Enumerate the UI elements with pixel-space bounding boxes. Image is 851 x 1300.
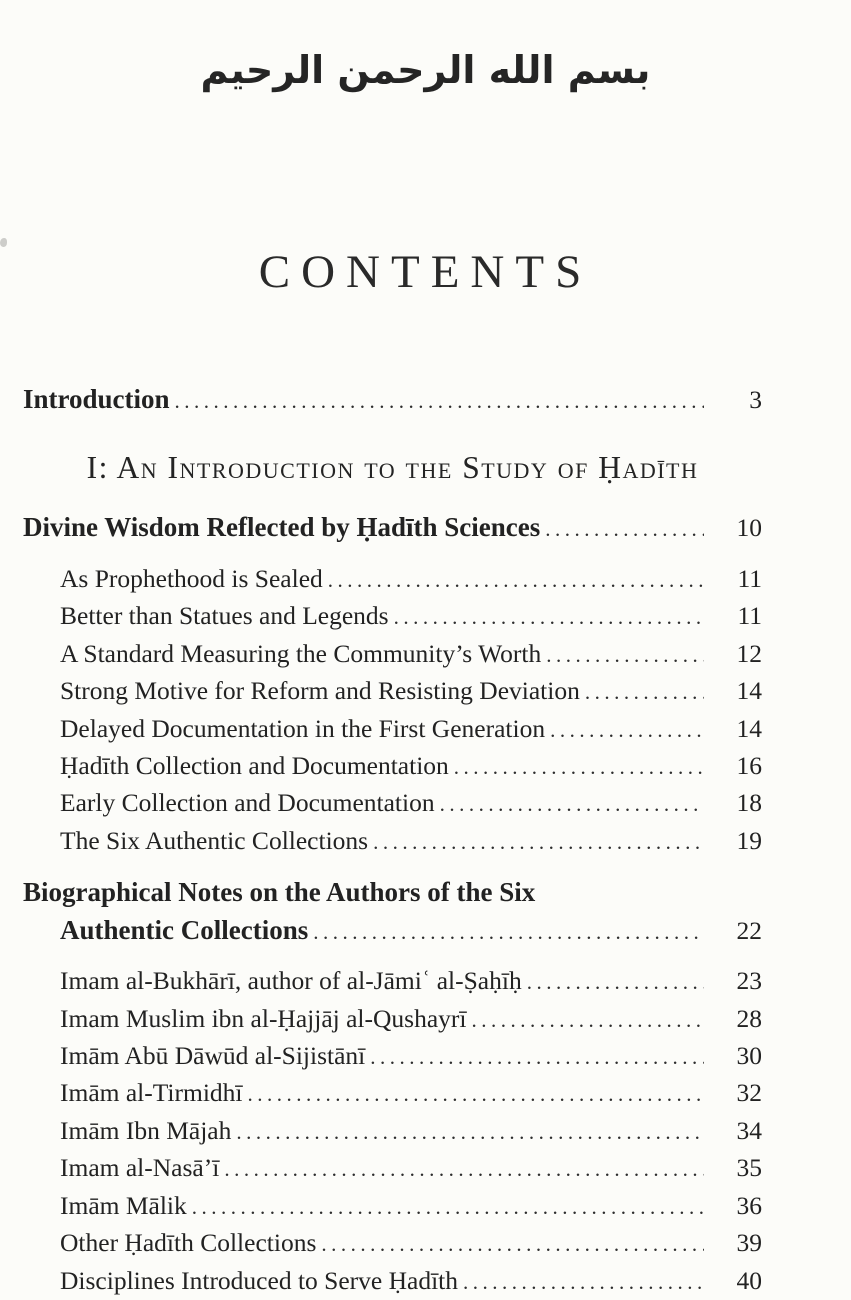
- toc-entry-page: 11: [737, 564, 762, 593]
- toc-entry: [23, 673, 762, 710]
- toc-entry-page: 10: [736, 513, 762, 542]
- toc-entry-label: Authentic Collections: [60, 915, 309, 946]
- toc-entry-page: 11: [737, 601, 762, 631]
- toc-entry-label: A Standard Measuring the Community’s Worth: [60, 638, 542, 668]
- toc-entry-page: 39: [736, 1228, 762, 1258]
- dot-leader: [550, 712, 704, 748]
- toc-entry-label: Delayed Documentation in the First Generation: [60, 713, 546, 743]
- toc-entry: [23, 748, 762, 785]
- toc-entry-label: Ḥadīth Collection and Documentation: [60, 751, 449, 781]
- dot-leader: [373, 824, 704, 860]
- toc-entry-page: 3: [749, 385, 762, 414]
- toc-entry: [23, 1113, 762, 1150]
- dot-leader: [313, 913, 704, 951]
- toc-entry-page: 14: [736, 713, 762, 743]
- toc-entry-label: Imām Abū Dāwūd al-Sijistānī: [60, 1041, 366, 1071]
- toc-entry-label: Divine Wisdom Reflected by Ḥadīth Sciences: [23, 512, 541, 542]
- toc-entry: [23, 1225, 762, 1262]
- toc-entry-label: Other Ḥadīth Collections: [60, 1228, 317, 1258]
- toc-entry-label: Introduction: [23, 384, 170, 414]
- dot-leader: [546, 637, 704, 673]
- toc-entry-label: Better than Statues and Legends: [60, 601, 389, 631]
- toc-entry: [23, 1188, 762, 1225]
- toc-entry-introduction: [23, 380, 762, 420]
- toc-entry: [23, 1150, 762, 1187]
- toc-entry: [23, 785, 762, 822]
- toc-entry-label: Imam Muslim ibn al-Ḥajjāj al-Qushayrī: [60, 1003, 467, 1033]
- toc-entry-page: 19: [736, 825, 762, 855]
- table-of-contents: [23, 380, 762, 1300]
- toc-entry-page: 28: [736, 1003, 762, 1033]
- toc-entry-label: As Prophethood is Sealed: [60, 564, 323, 593]
- toc-entry-page: 35: [736, 1153, 762, 1183]
- dot-leader: [545, 510, 704, 549]
- toc-entry-page: 36: [736, 1190, 762, 1220]
- toc-entry-page: 14: [736, 676, 762, 706]
- toc-entry: [23, 636, 762, 673]
- part-heading: I: An Introduction to the Study of Ḥadīth: [86, 450, 699, 485]
- toc-section-heading-biographical-line2: [23, 911, 762, 951]
- toc-entry-label: Imām al-Tirmidhī: [60, 1078, 243, 1108]
- dot-leader: [527, 964, 704, 1000]
- toc-entry-page: 23: [736, 966, 762, 996]
- toc-entry-label: Strong Motive for Reform and Resisting Deviation: [60, 676, 580, 706]
- dot-leader: [463, 1264, 704, 1300]
- page-title: CONTENTS: [258, 246, 593, 298]
- toc-entry-label: Imām Mālik: [60, 1190, 187, 1220]
- toc-section-heading-divine-wisdom: [23, 508, 762, 549]
- toc-entry-label: Early Collection and Documentation: [60, 788, 435, 818]
- dot-leader: [328, 562, 704, 598]
- dot-leader: [248, 1076, 704, 1112]
- toc-entry-page: 12: [736, 638, 762, 668]
- toc-entry: [23, 1001, 762, 1038]
- toc-entry: [23, 1075, 762, 1112]
- toc-entry-page: 16: [736, 751, 762, 781]
- toc-entry: [23, 598, 762, 635]
- dot-leader: [175, 382, 704, 420]
- toc-entry-page: 40: [736, 1265, 762, 1295]
- toc-entry: [23, 711, 762, 748]
- toc-subsection-list: [23, 963, 762, 1300]
- toc-entry: [23, 561, 762, 598]
- toc-entry-page: 34: [736, 1115, 762, 1145]
- toc-entry-label: Disciplines Introduced to Serve Ḥadīth: [60, 1265, 458, 1295]
- dot-leader: [321, 1226, 704, 1262]
- toc-subsection-list: [23, 561, 762, 860]
- toc-entry-page: 32: [736, 1078, 762, 1108]
- toc-entry-label: Imam al-Bukhārī, author of al-Jāmiʿ al-Ṣaḥīḥ: [60, 966, 522, 996]
- bismillah-calligraphy: بسم الله الرحمن الرحيم: [200, 48, 651, 92]
- toc-entry: [23, 1263, 762, 1300]
- dot-leader: [454, 749, 704, 785]
- toc-entry-label: The Six Authentic Collections: [60, 825, 369, 855]
- toc-entry-page: 30: [736, 1041, 762, 1071]
- dot-leader: [440, 786, 704, 822]
- scan-artifact: [0, 238, 7, 247]
- toc-entry: [23, 823, 762, 860]
- toc-entry-label: Imam al-Nasā’ī: [60, 1153, 220, 1183]
- dot-leader: [370, 1039, 704, 1075]
- dot-leader: [394, 599, 704, 635]
- toc-entry: [23, 963, 762, 1000]
- toc-entry-label: Imām Ibn Mājah: [60, 1115, 232, 1145]
- dot-leader: [224, 1151, 704, 1187]
- dot-leader: [192, 1189, 704, 1225]
- toc-entry-page: 22: [736, 916, 762, 946]
- dot-leader: [236, 1114, 704, 1150]
- dot-leader: [472, 1002, 705, 1038]
- dot-leader: [585, 674, 704, 710]
- toc-entry-page: 18: [736, 788, 762, 818]
- toc-section-heading-biographical-line1: Biographical Notes on the Authors of the Six: [23, 877, 536, 908]
- toc-entry: [23, 1038, 762, 1075]
